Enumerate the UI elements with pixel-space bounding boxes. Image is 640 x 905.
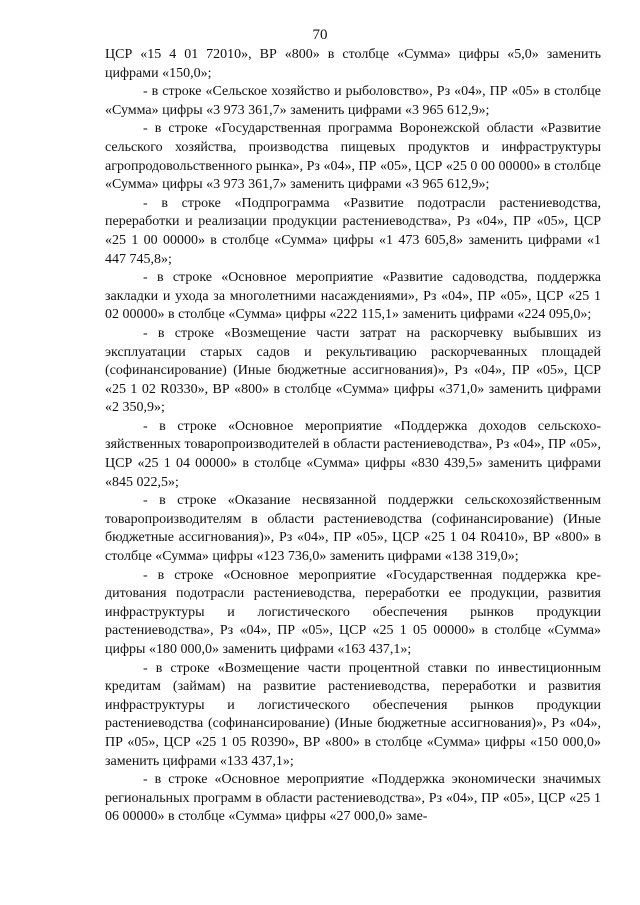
paragraph-3: - в строке «Государственная программа Воронежской области «Развитие сельского хозяйства, производства пищевых продуктов и инфраструктуры агропродовольственного рынка», Рз «04», ПР «05», ЦСР «25 0 00 00000» в столбце «Сумма» цифры «3 973 361,7» заменить цифрами «3 965 612,9»; (105, 121, 601, 193)
paragraph-4: - в строке «Подпрограмма «Развитие подотрасли растениеводства, переработки и реализации продукции растениеводства», Рз «04», ПР «05», ЦСР «25 1 00 00000» в столбце «Сумма» цифры «1 473 605,8» заменить цифрами «1 447 745,8»; (105, 195, 601, 267)
document-body (105, 46, 601, 827)
paragraph-10: - в строке «Возмещение части процентной ставки по инвестиционным кредитам (займам) на развитие растениеводства, переработки и развития инфраструктуры и логистического обеспечения рынков продукции растениеводства (софинансирование) (Иные бюджетные ассигнования)», Рз «04», ПР «05», ЦСР «25 1 05 R0390», ВР «800» в столбце «Сумма» цифры «150 000,0» заменить цифрами «133 437,1»; (105, 660, 601, 769)
paragraph-11: - в строке «Основное мероприятие «Поддержка экономически значимых региональных программ в области растениеводства», Рз «04», ПР «05», ЦСР «25 1 06 00000» в столбце «Сумма» цифры «27 000,0» заме- (105, 772, 601, 825)
paragraph-6: - в строке «Возмещение части затрат на раскорчевку выбывших из эксплуатации старых садов и рекультивацию раскорчеванных площадей (софинансирование) (Иные бюджетные ассигнования)», Рз «04», ПР «05», ЦСР «25 1 02 R0330», ВР «800» в столбце «Сумма» цифры «371,0» заменить цифрами «2 350,9»; (105, 325, 601, 416)
paragraph-1: ЦСР «15 4 01 72010», ВР «800» в столбце «Сумма» цифры «5,0» заменить цифрами «150,0»; (105, 47, 601, 81)
paragraph-5: - в строке «Основное мероприятие «Развитие садоводства, поддержка закладки и ухода за многолетними насаждениями», Рз «04», ПР «05», ЦСР «25 1 02 00000» в столбце «Сумма» цифры «222 115,1» заменить цифрами «224 095,0»; (105, 270, 601, 323)
paragraph-9: - в строке «Основное мероприятие «Государственная поддержка кредитования подотрасли растениеводства, переработки ее продукции, развития инфраструктуры и логистического обеспечения рынков продукции растениеводства», Рз «04», ПР «05», ЦСР «25 1 05 00000» в столбце «Сумма» цифры «180 000,0» заменить цифрами «163 437,1»; (105, 567, 601, 657)
paragraph-8: - в строке «Оказание несвязанной поддержки сельскохозяйственным товаропроизводителям в области растениеводства (софинансирование) (Иные бюджетные ассигнования)», Рз «04», ПР «05», ЦСР «25 1 04 R0410», ВР «800» в столбце «Сумма» цифры «123 736,0» заменить цифрами «138 319,0»; (105, 493, 601, 565)
page-number: 70 (312, 27, 328, 43)
paragraph-7: - в строке «Основное мероприятие «Поддержка доходов сельскохозяйственных товаропроизводителей в области растениеводства», Рз «04», ПР «05», ЦСР «25 1 04 00000» в столбце «Сумма» цифры «830 439,5» заменить цифрами «845 022,5»; (105, 418, 601, 490)
paragraph-2: - в строке «Сельское хозяйство и рыболовство», Рз «04», ПР «05» в столбце «Сумма» цифры «3 973 361,7» заменить цифрами «3 965 612,9»; (105, 84, 601, 118)
